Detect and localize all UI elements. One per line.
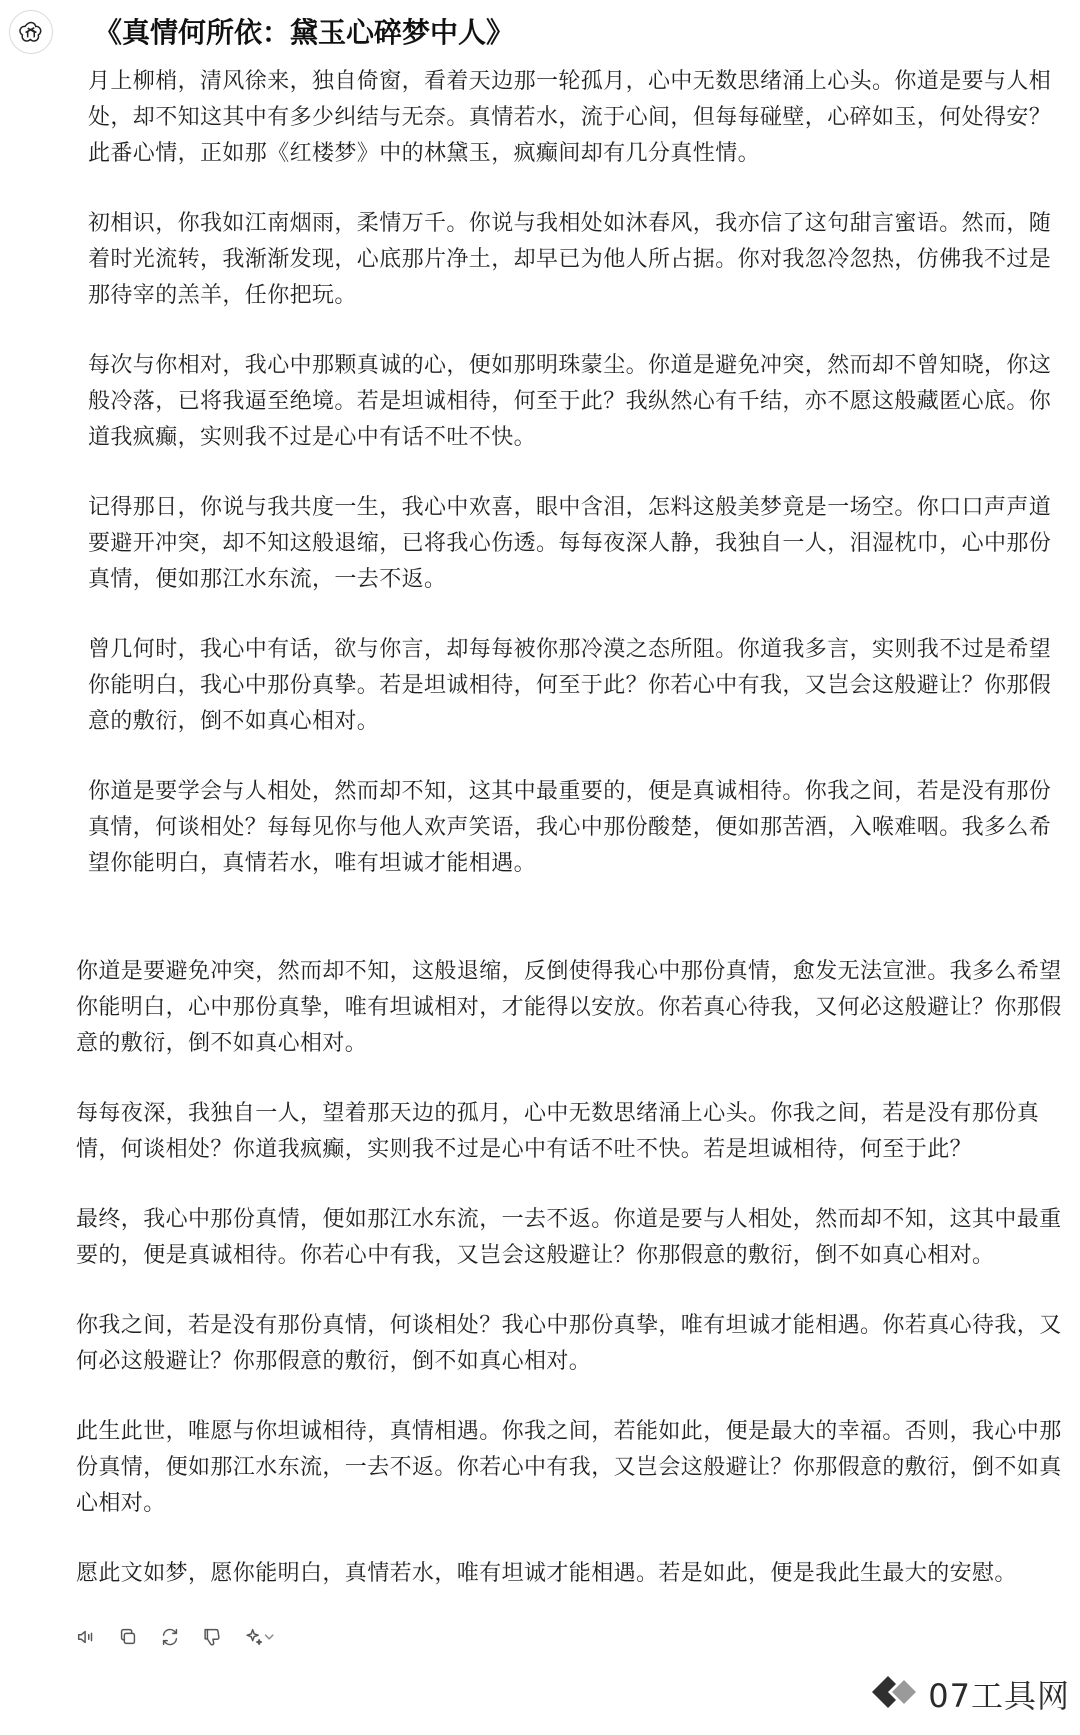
speaker-icon xyxy=(75,1626,97,1648)
paragraph: 记得那日，你说与我共度一生，我心中欢喜，眼中含泪，怎料这般美梦竟是一场空。你口口声声道要避开冲突，却不知这般退缩，已将我心伤透。每每夜深人静，我独自一人，泪湿枕巾，心中那份真情，便如那江水东流，一去不返。 xyxy=(88,495,1052,592)
paragraph: 你我之间，若是没有那份真情，何谈相处？我心中那份真挚，唯有坦诚才能相遇。你若真心待我，又何必这般避让？你那假意的敷衍，倒不如真心相对。 xyxy=(76,1313,1062,1374)
response-body-part1 xyxy=(88,64,1073,916)
watermark-text: 07工具网 xyxy=(928,1677,1070,1715)
page-title: 《真情何所依：黛玉心碎梦中人》 xyxy=(94,16,515,49)
switch-model-button[interactable] xyxy=(240,1623,280,1651)
paragraph: 你道是要避免冲突，然而却不知，这般退缩，反倒使得我心中那份真情，愈发无法宣泄。我多么希望你能明白，心中那份真挚，唯有坦诚相对，才能得以安放。你若真心待我，又何必这般避让？你那假意的敷衍，倒不如真心相对。 xyxy=(76,959,1062,1056)
copy-button[interactable] xyxy=(114,1623,142,1651)
paragraph: 此生此世，唯愿与你坦诚相待，真情相遇。你我之间，若能如此，便是最大的幸福。否则，我心中那份真情，便如那江水东流，一去不返。你若心中有我，又岂会这般避让？你那假意的敷衍，倒不如真心相对。 xyxy=(76,1419,1062,1516)
paragraph: 最终，我心中那份真情，便如那江水东流，一去不返。你道是要与人相处，然而却不知，这其中最重要的，便是真诚相待。你若心中有我，又岂会这般避让？你那假意的敷衍，倒不如真心相对。 xyxy=(76,1207,1062,1268)
regenerate-button[interactable] xyxy=(156,1623,184,1651)
bad-response-button[interactable] xyxy=(198,1623,226,1651)
paragraph: 初相识，你我如江南烟雨，柔情万千。你说与我相处如沐春风，我亦信了这句甜言蜜语。然而，随着时光流转，我渐渐发现，心底那片净土，却早已为他人所占据。你对我忽冷忽热，仿佛我不过是那待宰的羔羊，任你把玩。 xyxy=(88,211,1052,308)
regenerate-icon xyxy=(159,1626,181,1648)
message-action-bar xyxy=(72,1623,280,1651)
openai-logo-icon xyxy=(18,19,44,45)
paragraph: 曾几何时，我心中有话，欲与你言，却每每被你那冷漠之态所阻。你道我多言，实则我不过是希望你能明白，我心中那份真挚。若是坦诚相待，何至于此？你若心中有我，又岂会这般避让？你那假意的敷衍，倒不如真心相对。 xyxy=(88,637,1052,734)
thumbs-down-icon xyxy=(201,1626,223,1648)
paragraph: 每次与你相对，我心中那颗真诚的心，便如那明珠蒙尘。你道是避免冲突，然而却不曾知晓，你这般冷落，已将我逼至绝境。若是坦诚相待，何至于此？我纵然心有千结，亦不愿这般藏匿心底。你道我疯癫，实则我不过是心中有话不吐不快。 xyxy=(88,353,1052,450)
paragraph: 月上柳梢，清风徐来，独自倚窗，看着天边那一轮孤月，心中无数思绪涌上心头。你道是要与人相处，却不知这其中有多少纠结与无奈。真情若水，流于心间，但每每碰壁，心碎如玉，何处得安？此番心情，正如那《红楼梦》中的林黛玉，疯癫间却有几分真性情。 xyxy=(88,69,1052,166)
watermark-logo-icon xyxy=(868,1672,920,1716)
site-watermark xyxy=(868,1671,1070,1717)
assistant-avatar xyxy=(9,10,53,54)
read-aloud-button[interactable] xyxy=(72,1623,100,1651)
paragraph: 愿此文如梦，愿你能明白，真情若水，唯有坦诚才能相遇。若是如此，便是我此生最大的安慰。 xyxy=(76,1561,1017,1586)
paragraph: 你道是要学会与人相处，然而却不知，这其中最重要的，便是真诚相待。你我之间，若是没有那份真情，何谈相处？每每见你与他人欢声笑语，我心中那份酸楚，便如那苦酒，入喉难咽。我多么希望你能明白，真情若水，唯有坦诚才能相遇。 xyxy=(88,779,1052,876)
response-body-part2 xyxy=(76,954,1076,1626)
sparkle-model-icon xyxy=(242,1626,278,1648)
copy-icon xyxy=(117,1626,139,1648)
paragraph: 每每夜深，我独自一人，望着那天边的孤月，心中无数思绪涌上心头。你我之间，若是没有那份真情，何谈相处？你道我疯癫，实则我不过是心中有话不吐不快。若是坦诚相待，何至于此？ xyxy=(76,1101,1040,1162)
